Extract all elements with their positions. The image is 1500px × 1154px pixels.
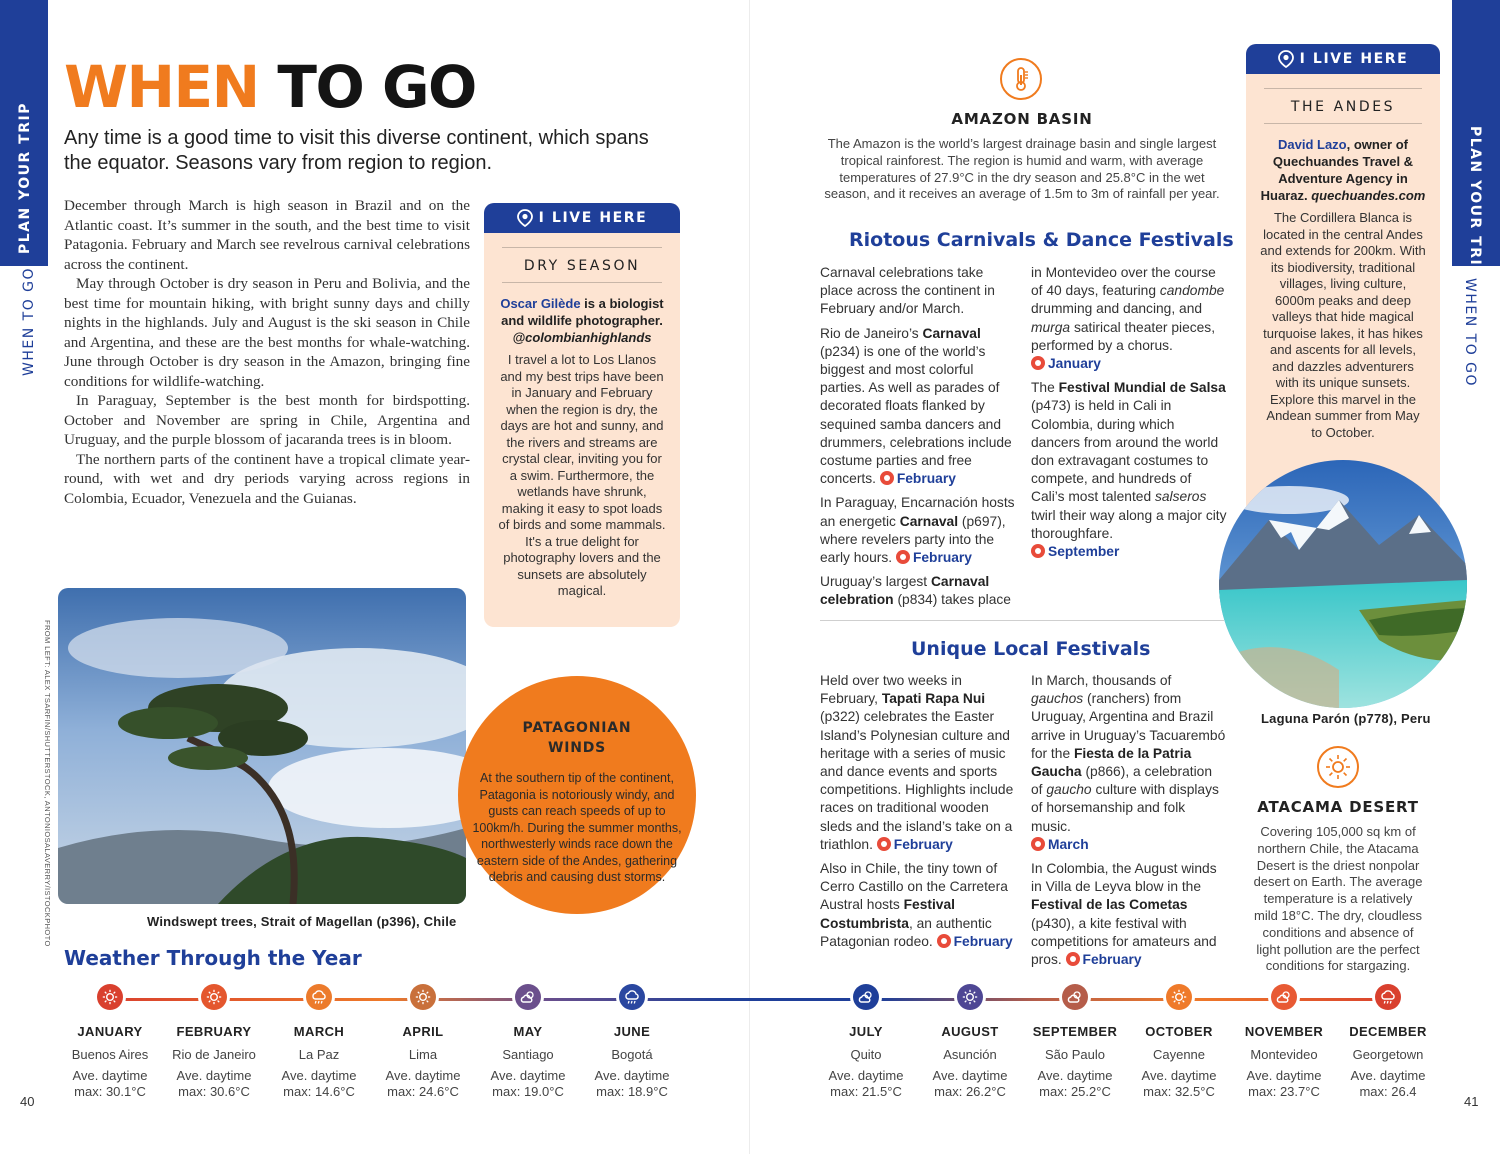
live-here-author [484, 283, 680, 352]
thermometer-icon [1000, 58, 1042, 100]
month-city: Cayenne [1152, 1047, 1206, 1062]
month-city: Georgetown [1352, 1047, 1424, 1062]
carnivals-column-right [1031, 264, 1227, 567]
temperature-value: max: 30.6°C [178, 1084, 250, 1099]
text-run: The [1031, 380, 1059, 396]
carnivals-column-left [820, 264, 1016, 616]
month-temperature [473, 1068, 583, 1100]
month-temperature [577, 1068, 687, 1100]
page-gutter [749, 0, 750, 1154]
side-tab-label: PLAN YOUR TRIP [17, 102, 33, 254]
temperature-label: Ave. daytime [490, 1068, 566, 1083]
text-run: in Montevideo over the course of 40 days, featuring [1031, 265, 1216, 299]
text-run: culture with displays of horsemanship and folk music. [1031, 782, 1219, 834]
text-run: , an authentic Patagonian rodeo. [820, 915, 992, 949]
author-role: , owner of Quechuandes Travel & Adventure Agency in Huaraz. [1260, 137, 1414, 203]
live-here-text: I travel a lot to Los Llanos and my best trips have been in January and February when the region is dry, the days are hot and sunny, and the rivers and streams are crystal clear, inviting you for a swim. Furthermore, the wetlands have shrunk, making it easy to spot loads of birds and some mammals. It's a true delight for photography lovers and the sunsets are absolutely magical. [498, 352, 666, 598]
rain-cloud-icon [619, 984, 645, 1010]
festival-name: Tapati Rapa Nui [881, 691, 986, 707]
event-month: January [1048, 356, 1101, 372]
sun-icon [957, 984, 983, 1010]
photo-caption-windswept: Windswept trees, Strait of Magellan (p396), Chile [147, 914, 457, 929]
month-name: OCTOBER [1145, 1024, 1213, 1039]
festival-name: Carnaval celebration [820, 574, 990, 608]
live-here-header [1246, 44, 1440, 74]
location-pin-icon [517, 209, 533, 227]
festival-icon [1031, 837, 1045, 851]
carnivals-section-title: Riotous Carnivals & Dance Festivals [849, 229, 1234, 251]
text-run-italic: candombe [1159, 283, 1225, 299]
month-name: SEPTEMBER [1032, 1024, 1118, 1039]
text-run: drumming and dancing, and [1031, 301, 1203, 317]
patagonian-title-line: PATAGONIAN [522, 720, 632, 736]
live-here-label: I LIVE HERE [538, 210, 648, 226]
side-tab-plan-your-trip[interactable] [0, 0, 48, 266]
temperature-value: max: 30.1°C [74, 1084, 146, 1099]
month-city: Rio de Janeiro [172, 1047, 256, 1062]
temperature-value: max: 26.2°C [934, 1084, 1006, 1099]
month-temperature [368, 1068, 478, 1100]
text-run: (ranchers) from Uruguay, Argentina and Brazil arrive in Uruguay’s Tacuarembó for the [1031, 691, 1226, 761]
month-city: Montevideo [1250, 1047, 1318, 1062]
weather-month-february [159, 984, 269, 1100]
temperature-label: Ave. daytime [385, 1068, 461, 1083]
carnivals-paragraph [820, 325, 1016, 489]
photo-credit: FROM LEFT: ALEX TSARFIN/SHUTTERSTOCK, ANTONIOSALAVERRY/ISTOCKPHOTO [43, 620, 52, 947]
month-city: Buenos Aires [71, 1047, 149, 1062]
live-here-text: The Cordillera Blanca is located in the central Andes and extends for 200km. With its biodiversity, traditional villages, living culture, 6000m peaks and deep valleys that hide magical turquoise lakes, it has hikes and ascents for all levels, and dazzles adventurers with its unique sunsets. Explore this marvel in the Andean summer from May to October. [1260, 210, 1426, 440]
event-month: February [1082, 952, 1142, 968]
festival-name: Carnaval [922, 325, 981, 341]
carnivals-paragraph [820, 494, 1016, 567]
local-paragraph [1031, 860, 1227, 969]
atacama-desert-title: ATACAMA DESERT [1257, 798, 1419, 816]
event-month: February [912, 550, 972, 566]
sun-icon [1317, 746, 1359, 788]
month-temperature [1333, 1068, 1443, 1100]
weather-month-october [1124, 984, 1234, 1100]
body-paragraph: In Paraguay, September is the best month for birdspotting. October and November are spring in Chile, Argentina and Uruguay, and the purple blossom of jacaranda trees is in bloom. [64, 392, 470, 448]
temperature-label: Ave. daytime [1350, 1068, 1426, 1083]
festival-icon [877, 837, 891, 851]
live-here-header [484, 203, 680, 233]
laguna-paron-photo [1219, 460, 1467, 708]
weather-month-january [55, 984, 165, 1100]
text-run: Held over two weeks in February, [820, 673, 962, 707]
carnivals-paragraph [820, 573, 1016, 609]
festival-icon [1031, 544, 1045, 558]
text-run: Uruguay’s largest [820, 574, 931, 590]
text-run-italic: gaucho [1046, 782, 1092, 798]
event-month: February [893, 836, 953, 852]
month-temperature [1124, 1068, 1234, 1100]
text-run: In Paraguay, Encarnación hosts an energetic [820, 495, 1015, 529]
festival-name: Carnaval [899, 513, 959, 529]
month-city: Asunción [943, 1047, 997, 1062]
carnivals-paragraph [1031, 264, 1227, 373]
local-paragraph [820, 672, 1016, 854]
rain-cloud-icon [306, 984, 332, 1010]
live-here-title: THE ANDES [1264, 88, 1422, 124]
patagonian-title-line: WINDS [547, 740, 607, 756]
atacama-desert-text: Covering 105,000 sq km of northern Chile, the Atacama Desert is the driest nonpolar desert on Earth. The average temperature is a relatively mild 18°C. The dry, cloudless conditions and absence of light pollution are the perfect conditions for stargazing. [1253, 824, 1423, 974]
sun-icon [97, 984, 123, 1010]
weather-month-june [577, 984, 687, 1100]
text-run: Also in Chile, the tiny town of Cerro Castillo on the Carretera Austral hosts [820, 861, 1008, 913]
author-name: Oscar Gilède [500, 296, 581, 311]
text-run: (p430), a kite festival with competitions for amateurs and pros. [1031, 915, 1217, 968]
body-paragraph: May through October is dry season in Peru and Bolivia, and the best time for mountain hiking, with bright sunny days and chilly nights in the highlands. July and August is the ski season in Chile and Argentina, and these are the best months for whale-watching. June through October is dry season in the Amazon, bringing fine conditions for wildlife-watching. [64, 275, 470, 390]
sun-icon [1166, 984, 1192, 1010]
live-here-andes-box [1246, 44, 1440, 514]
text-run: In Colombia, the August winds in Villa de Leyva blow in the [1031, 861, 1217, 895]
text-run: twirl their way along a major city thoroughfare. [1031, 507, 1227, 541]
temperature-label: Ave. daytime [72, 1068, 148, 1083]
festival-name: Fiesta de la Patria Gaucha [1031, 745, 1192, 780]
month-temperature [915, 1068, 1025, 1100]
weather-month-march [264, 984, 374, 1100]
event-month-tag [937, 934, 1013, 949]
text-run: In March, thousands of [1031, 673, 1172, 688]
carnivals-paragraph [1031, 379, 1227, 561]
event-month: March [1048, 836, 1089, 852]
text-run-italic: salseros [1154, 489, 1207, 505]
weather-month-december [1333, 984, 1443, 1100]
live-here-author [1246, 124, 1440, 210]
month-temperature [1229, 1068, 1339, 1100]
event-month-tag [877, 837, 953, 852]
temperature-label: Ave. daytime [1246, 1068, 1322, 1083]
temperature-label: Ave. daytime [594, 1068, 670, 1083]
month-city: Bogotá [611, 1047, 653, 1062]
event-month-tag [1031, 837, 1089, 852]
month-name: MARCH [293, 1024, 345, 1039]
text-run: (p834) takes place [893, 592, 1011, 608]
event-month-tag [1031, 356, 1101, 371]
month-name: NOVEMBER [1244, 1024, 1324, 1039]
text-run: (p473) is held in Cali in Colombia, during which dancers from around the world don extravagant costumes to compete, and hundreds of Cali’s most talented [1031, 398, 1219, 505]
festival-name: Festival de las Cometas [1031, 897, 1188, 913]
text-run: (p322) celebrates the Easter Island’s Polynesian culture and heritage with a series of music and dance events and sports competitions. Highlights include races on traditional wooden sleds and the island’s take on a triathlon. [820, 709, 1014, 852]
temperature-value: max: 26.4 [1359, 1084, 1417, 1099]
month-name: APRIL [402, 1024, 444, 1039]
partly-cloudy-icon [1062, 984, 1088, 1010]
month-name: MAY [513, 1024, 543, 1039]
text-run: satirical theater pieces, performed by a chorus. [1031, 319, 1216, 353]
text-run: Rio de Janeiro’s [820, 325, 923, 341]
author-handle: @colombianhighlands [512, 330, 652, 345]
weather-month-july [811, 984, 921, 1100]
month-name: DECEMBER [1349, 1024, 1427, 1039]
weather-month-august [915, 984, 1025, 1100]
live-here-label: I LIVE HERE [1299, 51, 1409, 67]
month-city: Lima [408, 1047, 438, 1062]
month-city: Santiago [502, 1047, 554, 1062]
side-label-when-to-go-right: WHEN TO GO [1462, 278, 1478, 388]
text-run-italic: gauchos [1031, 691, 1084, 707]
month-city: São Paulo [1045, 1047, 1105, 1062]
carnivals-paragraph: Carnaval celebrations take place across the continent in February and/or March. [820, 265, 995, 317]
title-when: WHEN [64, 53, 259, 121]
festival-icon [1031, 356, 1045, 370]
event-month-tag [1031, 544, 1119, 559]
event-month: February [953, 933, 1013, 949]
weather-month-november [1229, 984, 1339, 1100]
festival-icon [937, 934, 951, 948]
patagonian-winds-callout [458, 676, 696, 914]
temperature-value: max: 25.2°C [1039, 1084, 1111, 1099]
month-temperature [55, 1068, 165, 1100]
temperature-label: Ave. daytime [1141, 1068, 1217, 1083]
temperature-value: max: 24.6°C [387, 1084, 459, 1099]
side-tab-label: PLAN YOUR TRIP [1467, 126, 1483, 278]
temperature-value: max: 21.5°C [830, 1084, 902, 1099]
month-name: JULY [849, 1024, 883, 1039]
author-role: is a biologist and wildlife photographer. [501, 296, 664, 328]
temperature-value: max: 14.6°C [283, 1084, 355, 1099]
month-temperature [159, 1068, 269, 1100]
author-handle: quechuandes.com [1311, 188, 1426, 203]
local-paragraph [1031, 672, 1227, 854]
partly-cloudy-icon [853, 984, 879, 1010]
section-divider [820, 620, 1224, 621]
rain-cloud-icon [1375, 984, 1401, 1010]
event-month: September [1048, 544, 1120, 560]
sun-icon [201, 984, 227, 1010]
side-label-when-to-go: WHEN TO GO [21, 266, 37, 376]
page-number-right: 41 [1464, 1094, 1479, 1109]
month-city: Quito [850, 1047, 882, 1062]
temperature-label: Ave. daytime [281, 1068, 357, 1083]
festival-icon [896, 550, 910, 564]
month-city: La Paz [298, 1047, 340, 1062]
photo-caption-laguna-paron: Laguna Parón (p778), Peru [1261, 711, 1431, 726]
sun-icon [410, 984, 436, 1010]
event-month: February [896, 471, 956, 487]
patagonian-text: At the southern tip of the continent, Patagonia is notoriously windy, and gusts can reach speeds of up to 100km/h. During the summer months, northwesterly winds race down the eastern side of the Andes, gathering debris and causing dust storms. [472, 771, 682, 884]
local-column-right [1031, 672, 1227, 975]
weather-month-september [1020, 984, 1130, 1100]
local-column-left [820, 672, 1016, 957]
festival-name: Festival Mundial de Salsa [1058, 380, 1226, 396]
temperature-value: max: 18.9°C [596, 1084, 668, 1099]
event-month-tag [880, 471, 956, 486]
temperature-label: Ave. daytime [932, 1068, 1008, 1083]
title-to-go: TO GO [277, 53, 476, 121]
patagonian-title [470, 718, 684, 758]
month-temperature [264, 1068, 374, 1100]
weather-month-april [368, 984, 478, 1100]
temperature-value: max: 23.7°C [1248, 1084, 1320, 1099]
month-name: JANUARY [77, 1024, 143, 1039]
page-number-left: 40 [20, 1094, 35, 1109]
windswept-trees-photo [58, 588, 466, 904]
partly-cloudy-icon [515, 984, 541, 1010]
intro-text: Any time is a good time to visit this diverse continent, which spans the equator. Seasons vary from region to region. [64, 127, 649, 174]
author-name: David Lazo [1277, 137, 1347, 152]
event-month-tag [896, 550, 972, 565]
festival-name: Festival Costumbrista [820, 897, 955, 931]
text-run: (p234) is one of the world’s biggest and most colorful parties. As well as parades of decorated floats flanked by sequined samba dancers and drummers, celebrations include costume parties and free concerts. [820, 343, 1012, 487]
temperature-value: max: 32.5°C [1143, 1084, 1215, 1099]
temperature-label: Ave. daytime [176, 1068, 252, 1083]
partly-cloudy-icon [1271, 984, 1297, 1010]
side-tab-plan-your-trip-right[interactable] [1452, 0, 1500, 278]
temperature-label: Ave. daytime [1037, 1068, 1113, 1083]
body-paragraph: The northern parts of the continent have a tropical climate year-round, with wet and dry periods varying across regions in Colombia, Ecuador, Venezuela and the Guianas. [64, 450, 470, 507]
page-title [64, 53, 476, 121]
weather-section-title: Weather Through the Year [64, 946, 362, 970]
month-name: JUNE [613, 1024, 651, 1039]
text-run: (p866), a celebration of [1031, 764, 1212, 798]
amazon-basin-text: The Amazon is the world’s largest drainage basin and single largest tropical rainforest. The region is humid and warm, with average temperatures of 27.9°C in the dry season and 25.8°C in the wet season, and it receives an average of 1.5m to 3m of rainfall per year. [824, 136, 1220, 202]
weather-month-may [473, 984, 583, 1100]
amazon-basin-title: AMAZON BASIN [951, 110, 1093, 128]
festival-icon [880, 471, 894, 485]
month-temperature [811, 1068, 921, 1100]
location-pin-icon [1278, 50, 1294, 68]
local-festivals-section-title: Unique Local Festivals [911, 638, 1151, 660]
text-run-italic: murga [1031, 319, 1071, 335]
month-temperature [1020, 1068, 1130, 1100]
body-paragraph: December through March is high season in Brazil and on the Atlantic coast. It’s summer in the south, and the best time to visit Patagonia. February and March see revelrous carnival celebrations across the continent. [64, 197, 470, 273]
live-here-dry-season-box [484, 203, 680, 627]
live-here-title: DRY SEASON [502, 247, 662, 283]
festival-icon [1066, 952, 1080, 966]
month-name: AUGUST [941, 1024, 999, 1039]
month-name: FEBRUARY [176, 1024, 252, 1039]
event-month-tag [1066, 952, 1142, 967]
temperature-label: Ave. daytime [828, 1068, 904, 1083]
temperature-value: max: 19.0°C [492, 1084, 564, 1099]
text-run: (p697), where revelers party into the early hours. [820, 513, 1006, 566]
body-article [64, 196, 470, 508]
local-paragraph [820, 860, 1016, 951]
